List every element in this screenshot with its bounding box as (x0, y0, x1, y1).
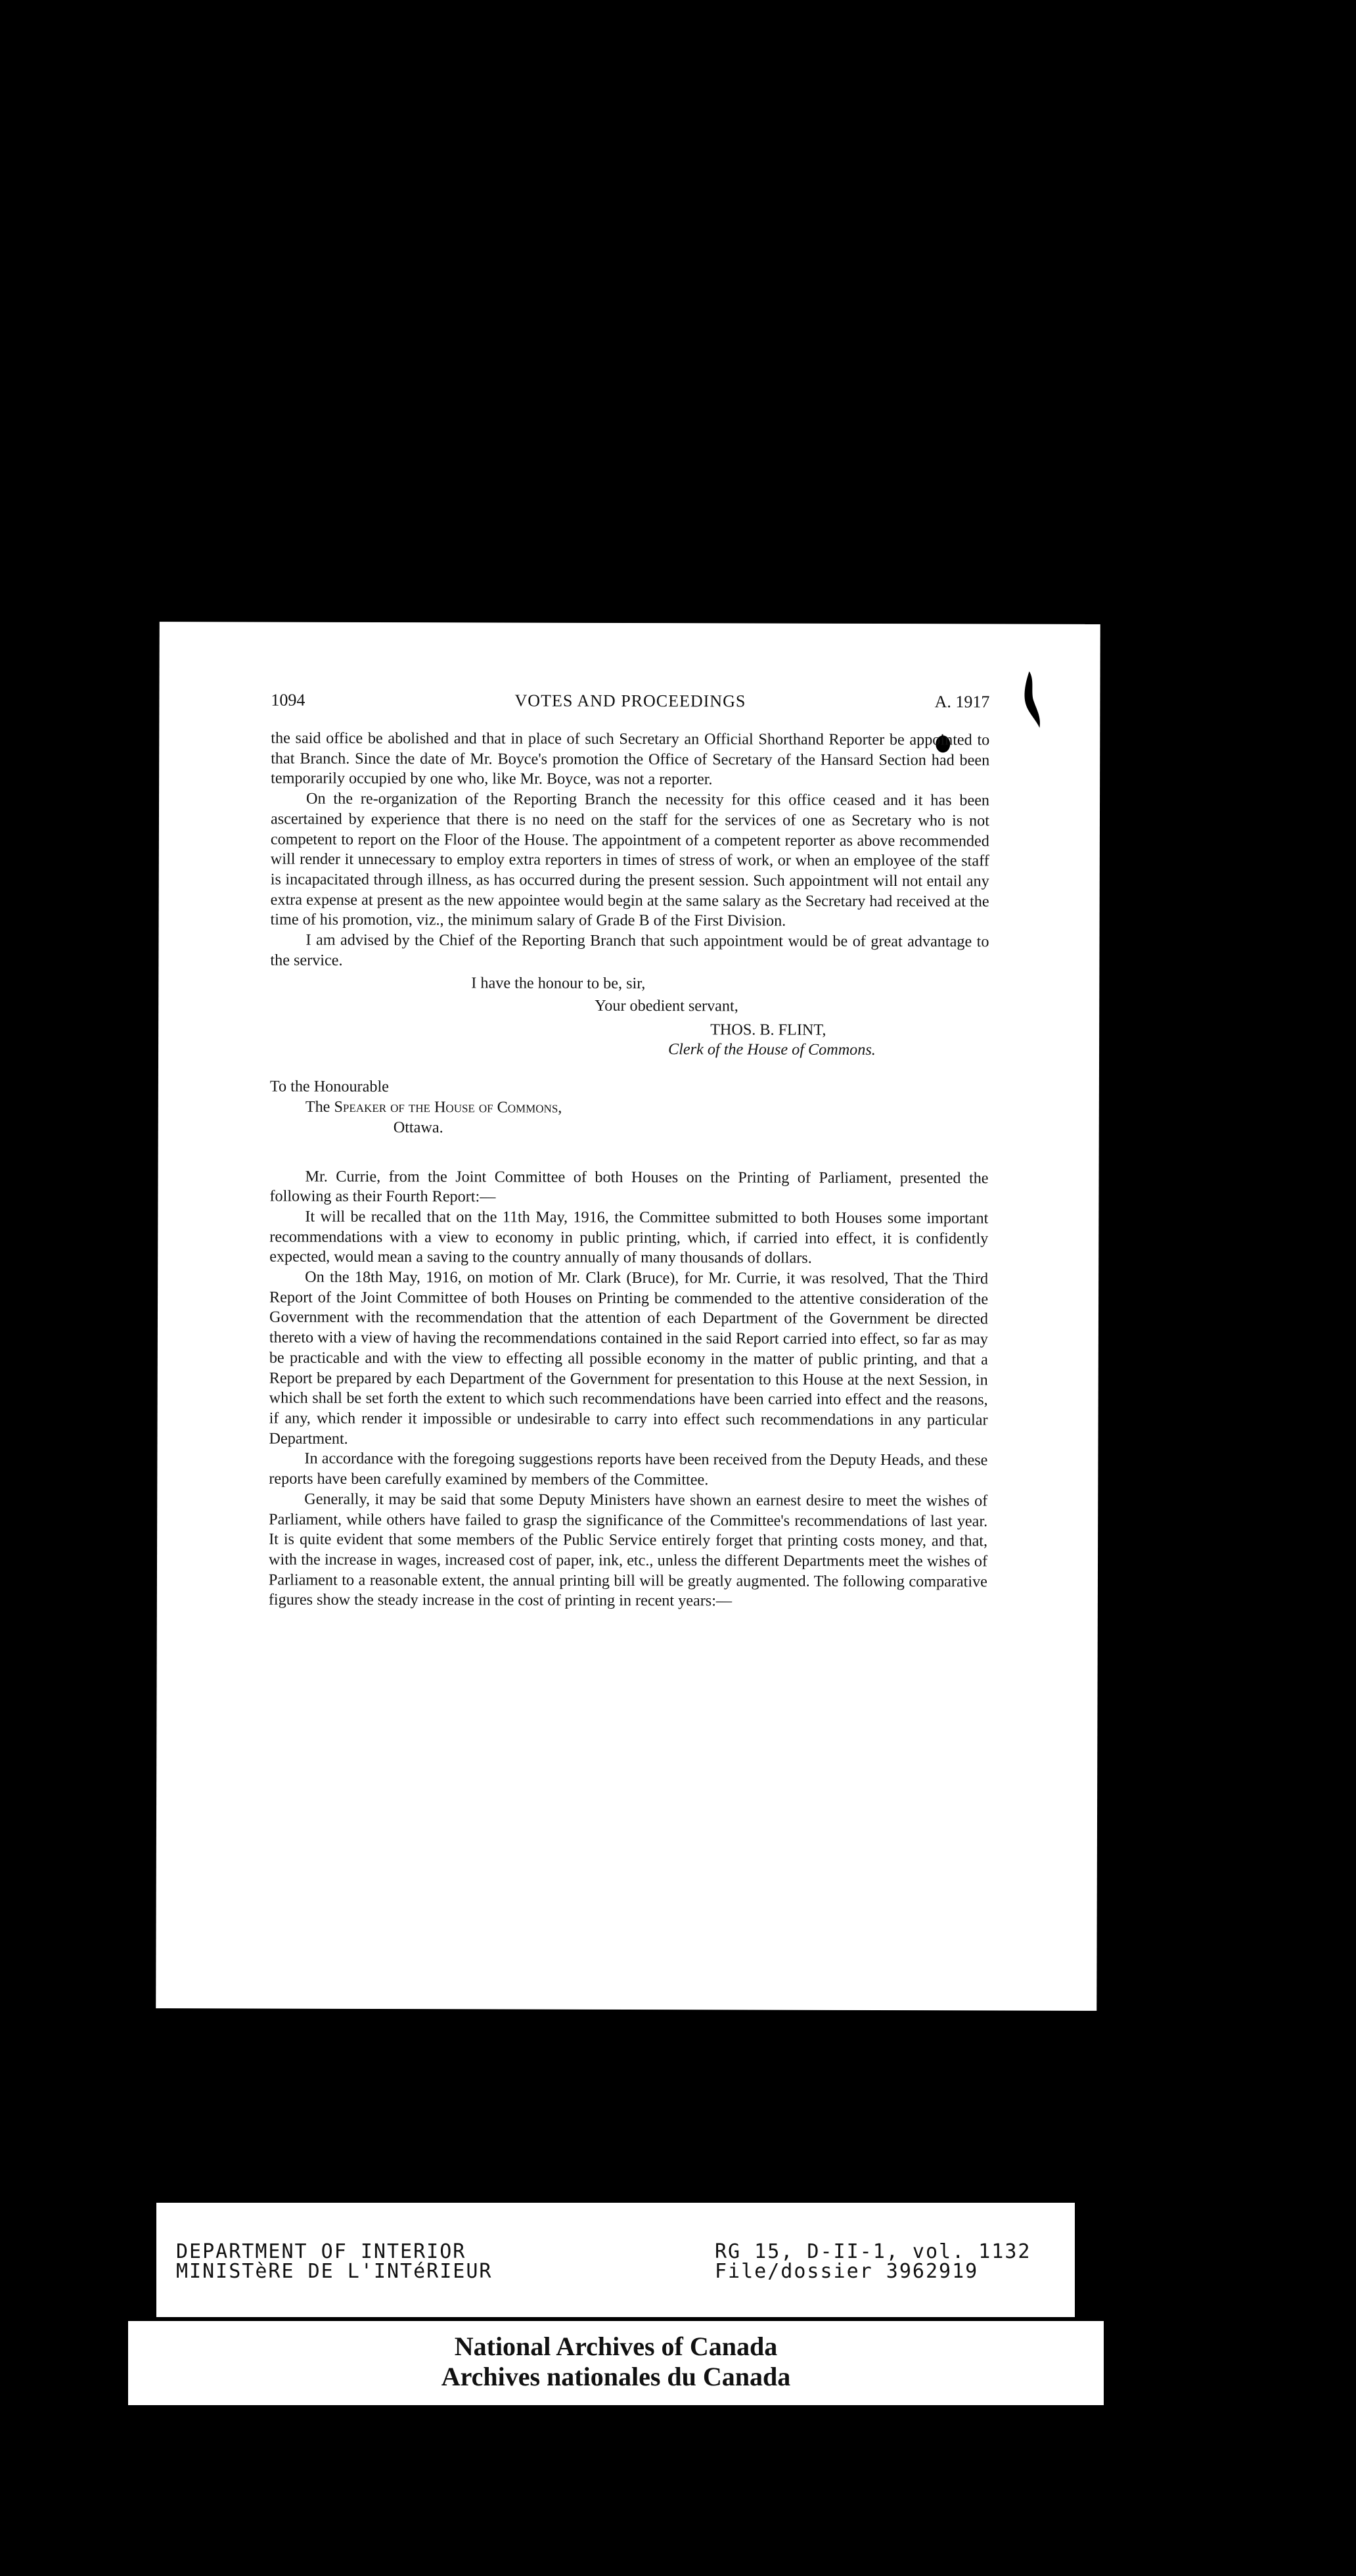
paragraph: On the re-organization of the Reporting Branch the necessity for this office ceased and it has been ascertained by experience that there is no need on the staff for the services of one as Secretary who is not competent to report on the Floor of the House. The appointment of a competent reporter as above recommended will render it unnecessary to employ extra reporters in times of stress of work, or when an employee of the staff is incapacitated through illness, as has occurred during the present session. Such appointment will not entail any extra expense at present as the new appointee would begin at the same salary as the Secretary had received at the time of his promotion, viz., the minimum salary of Grade B of the First Division. (270, 789, 990, 930)
address-line: Ottawa. (393, 1118, 443, 1137)
page-number: 1094 (271, 690, 305, 710)
signatory-name: THOS. B. FLINT, (710, 1021, 826, 1040)
department-french: MINISTèRE DE L'INTéRIEUR (176, 2260, 493, 2283)
archives-name-french: Archives nationales du Canada (441, 2362, 791, 2391)
record-group-reference: RG 15, D-II-1, vol. 1132 (715, 2240, 1031, 2263)
paragraph: Mr. Currie, from the Joint Committee of both Houses on the Printing of Parliament, presented the following as their Fourth Report:— (269, 1167, 989, 1206)
body-text (269, 729, 990, 1613)
address-line (270, 1097, 989, 1120)
servant-line: Your obedient servant, (595, 997, 738, 1015)
paragraph: On the 18th May, 1916, on motion of Mr. Clark (Bruce), for Mr. Currie, it was resolved, That the Third Report of the Joint Committee of both Houses on Printing be commended to the attentive consideration of the Government with the recommendation that the attention of each Department of the Government be directed thereto with a view of having the recommendations contained in the said Report carried into effect, so far as may be practicable and with the view to effecting all possible economy in the matter of public printing, and that a Report be prepared by each Department of the Government for presentation to this House at the next Session, in which shall be set forth the extent to which such recommendations have been carried into effect and the reasons, if any, which render it impossible or undesirable to carry into effect such recommendations in any particular Department. (269, 1268, 989, 1448)
address-prefix: The (305, 1097, 334, 1116)
address-line: To the Honourable (269, 1078, 389, 1096)
paragraph: I am advised by the Chief of the Reporting Branch that such appointment would be of great advantage to the service. (270, 931, 989, 969)
running-header (271, 691, 989, 715)
signature-block (270, 971, 989, 1078)
paragraph: In accordance with the foregoing suggestions reports have been received from the Deputy Heads, and these reports have been carefully examined by members of the Committee. (269, 1450, 988, 1489)
closing-line: I have the honour to be, sir, (471, 974, 646, 993)
paragraph: the said office be abolished and that in place of such Secretary an Official Shorthand Reporter be appointed to that Branch. Since the date of Mr. Boyce's promotion the Office of Secretary of the Hansard Section had been temporarily occupied by one who, like Mr. Boyce, was not a reporter. (271, 729, 990, 789)
running-title: VOTES AND PROCEEDINGS (514, 691, 746, 711)
archives-name-english: National Archives of Canada (454, 2332, 778, 2361)
file-number: File/dossier 3962919 (715, 2260, 979, 2283)
ink-blot-mark (1020, 670, 1042, 729)
paragraph: It will be recalled that on the 11th May, 1916, the Committee submitted to both Houses some important recommendations with a view to economy in public printing, which, if carried into effect, it is confidently expected, would mean a saving to the country annually of many thousands of dollars. (269, 1207, 989, 1268)
session-year: A. 1917 (934, 692, 990, 712)
paragraph: Generally, it may be said that some Deputy Ministers have shown an earnest desire to meet the wishes of Parliament, while others have failed to grasp the significance of the Committee's recommendations of last year. It is quite evident that some members of the Public Service entirely forget that printing costs money, and that, with the increase in wages, increased cost of paper, ink, etc., unless the different Departments meet the wishes of Parliament to a reasonable extent, the annual printing bill will be greatly augmented. The following comparative figures show the steady increase in the cost of printing in recent years:— (268, 1490, 988, 1610)
archives-banner (128, 2321, 1104, 2405)
department-english: DEPARTMENT OF INTERIOR (176, 2240, 466, 2263)
archive-reference-label (156, 2203, 1075, 2317)
signatory-position: Clerk of the House of Commons. (668, 1040, 876, 1059)
document-page (156, 622, 1100, 2011)
address-speaker: Speaker of the House of Commons, (334, 1097, 562, 1116)
address-block (270, 1077, 989, 1139)
